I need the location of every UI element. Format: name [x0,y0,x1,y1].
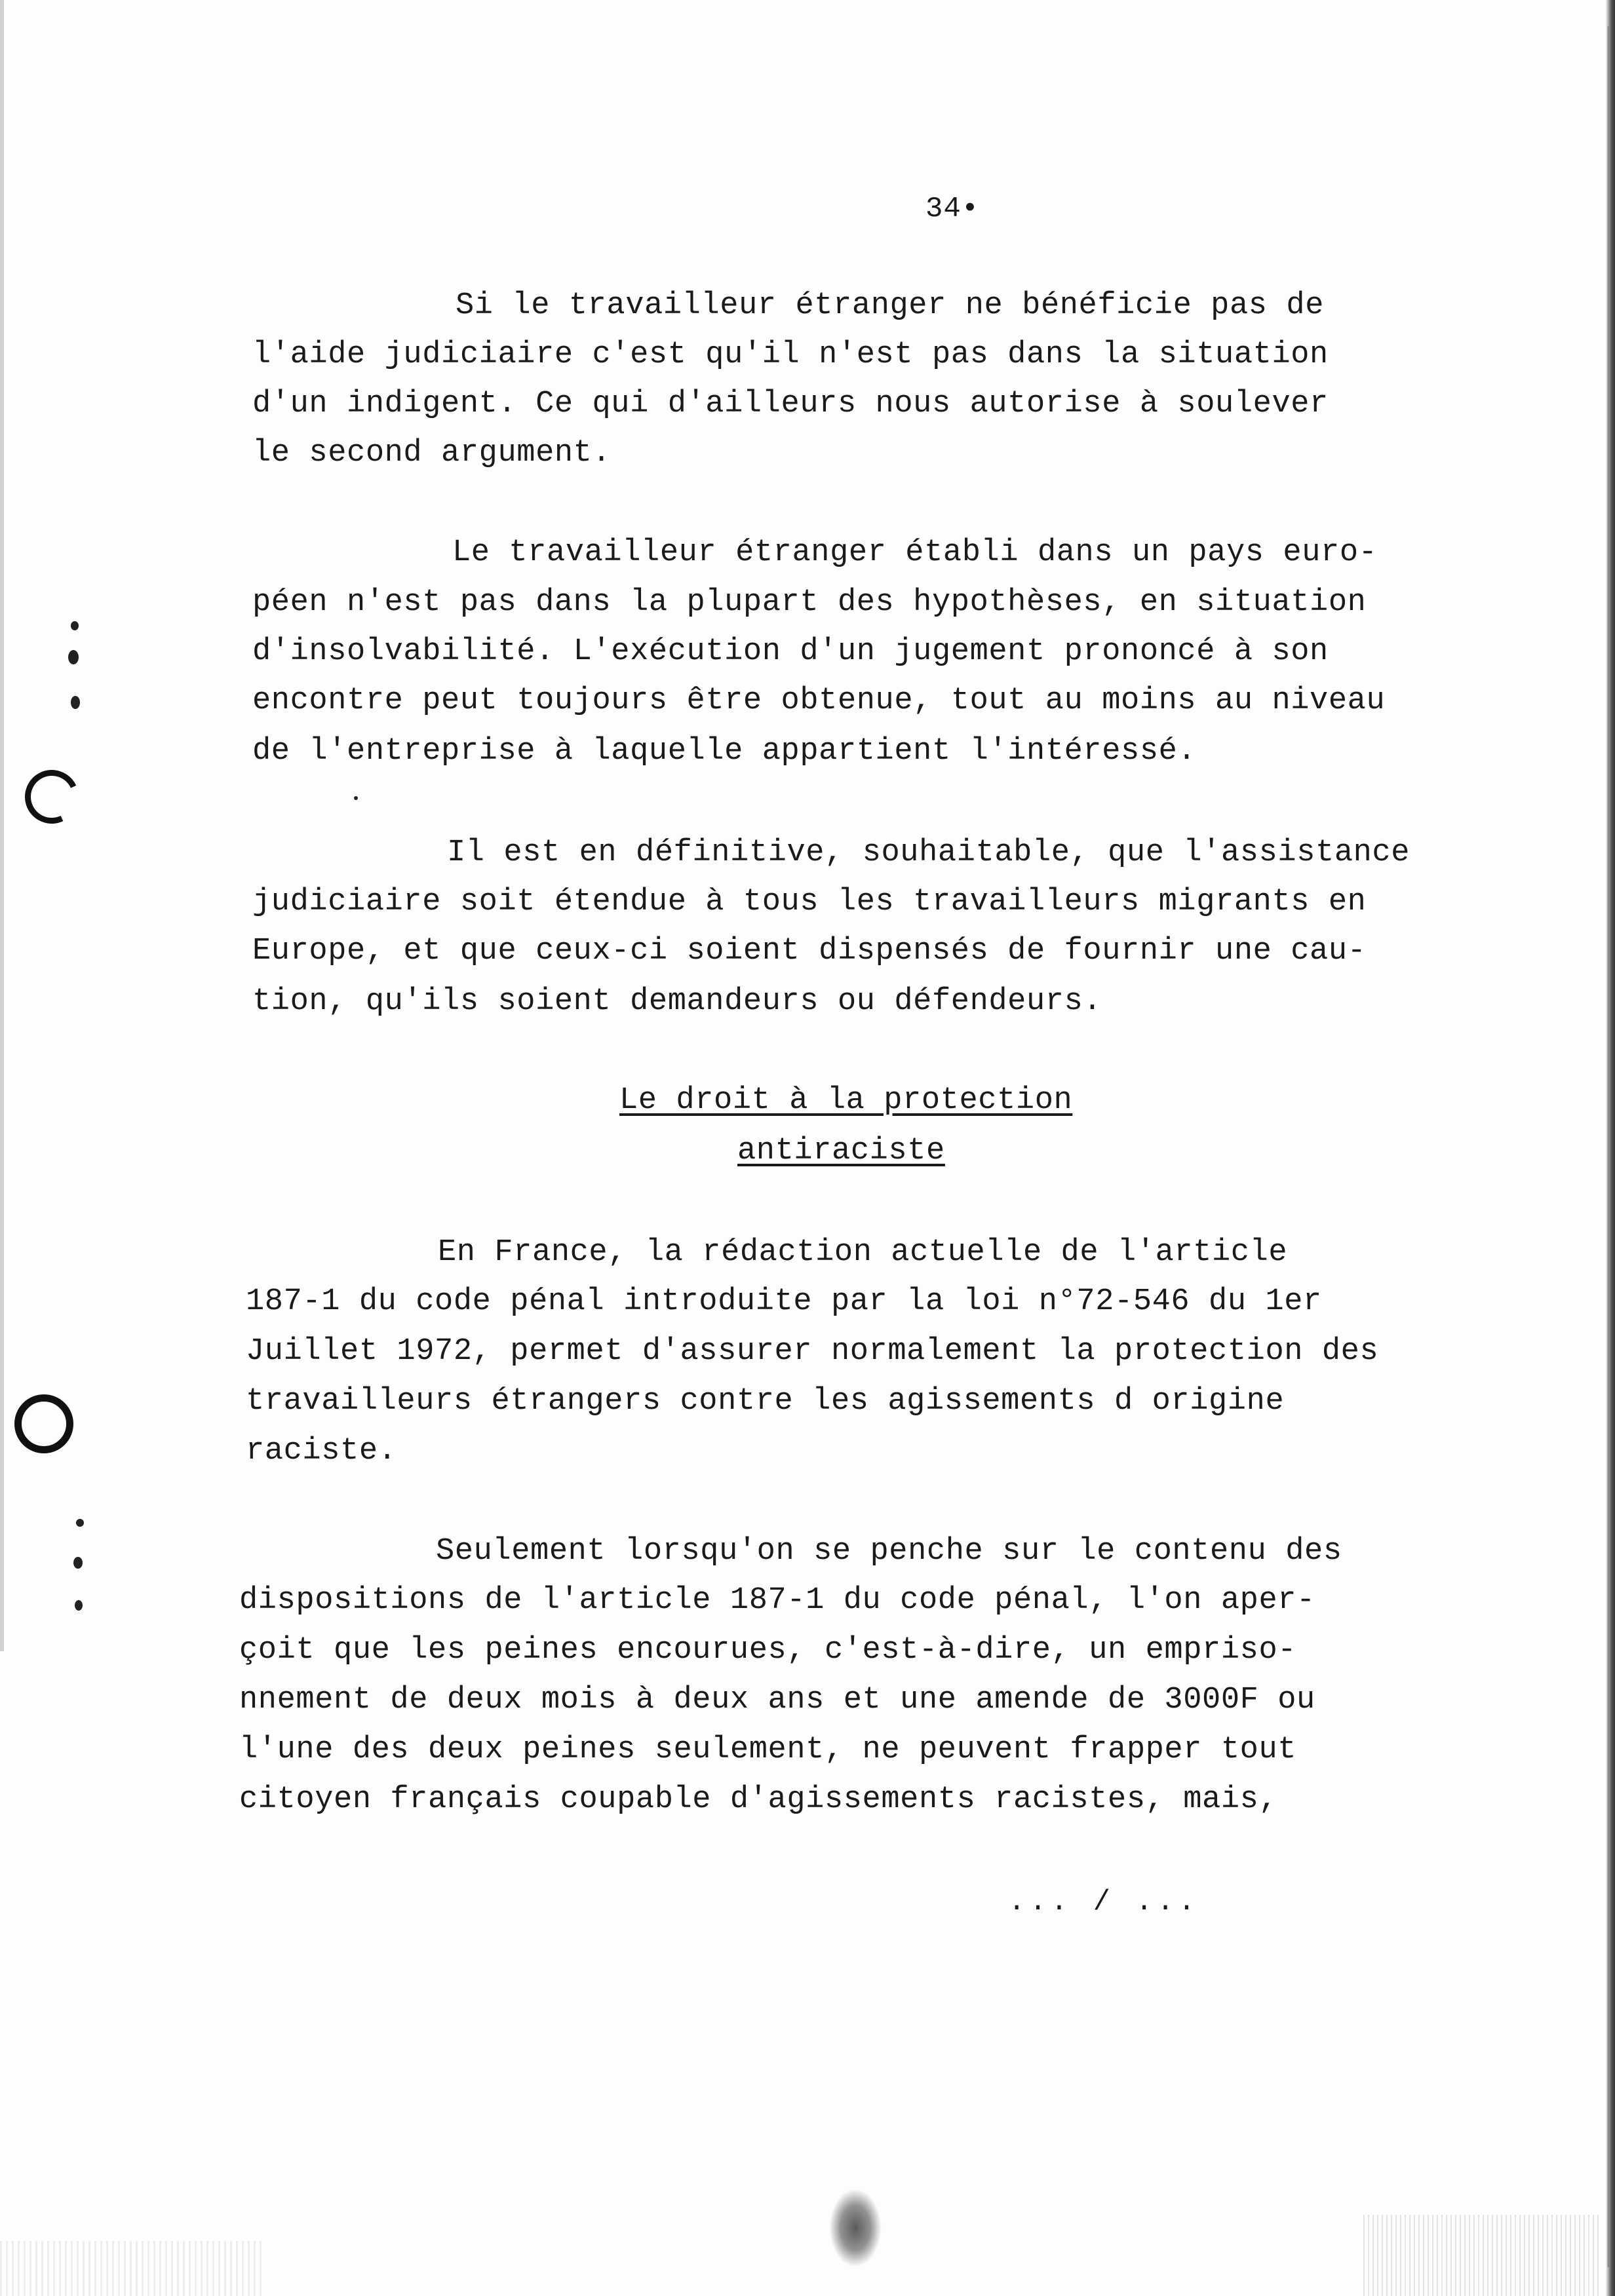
left-page-edge [0,0,4,1651]
continuation-mark: ... / ... [1008,1886,1199,1919]
paragraph-1-line-3: d'un indigent. Ce qui d'ailleurs nous autorise à soulever [252,387,1329,421]
paragraph-4-line-1: En France, la rédaction actuelle de l'article [438,1235,1288,1270]
paragraph-2-line-2: péen n'est pas dans la plupart des hypothèses, en situation [252,585,1367,620]
paragraph-5-line-1: Seulement lorsqu'on se penche sur le contenu des [436,1534,1342,1569]
right-page-shadow [1606,0,1615,2296]
paragraph-2-line-3: d'insolvabilité. L'exécution d'un jugement prononcé à son [252,634,1329,669]
paragraph-5-line-3: çoit que les peines encourues, c'est-à-dire, un empriso- [239,1633,1297,1668]
paragraph-2-line-4: encontre peut toujours être obtenue, tout au moins au niveau [252,683,1386,718]
paragraph-3-line-3: Europe, et que ceux-ci soient dispensés de fournir une cau- [252,934,1367,968]
paragraph-1-line-1: Si le travailleur étranger ne bénéficie pas de [456,288,1325,323]
paragraph-5-line-4: nnement de deux mois à deux ans et une amende de 3000F ou [239,1683,1315,1717]
punch-hole-top [17,762,86,831]
paragraph-5-line-2: dispositions de l'article 187-1 du code pénal, l'on aper- [239,1583,1315,1618]
scan-speck [68,650,79,664]
paragraph-3-line-4: tion, qu'ils soient demandeurs ou défendeurs. [252,984,1102,1019]
bottom-smudge [829,2189,882,2267]
paragraph-1-line-2: l'aide judiciaire c'est qu'il n'est pas dans la situation [252,337,1329,372]
paragraph-5-line-5: l'une des deux peines seulement, ne peuvent frapper tout [239,1732,1297,1767]
paragraph-3-line-2: judiciaire soit étendue à tous les travailleurs migrants en [252,885,1367,919]
paragraph-1-line-4: le second argument. [252,436,612,470]
paragraph-4-line-2: 187-1 du code pénal introduite par la loi n°72-546 du 1er [246,1284,1322,1319]
paragraph-2-line-5: de l'entreprise à laquelle appartient l'intéressé. [252,734,1197,769]
paragraph-4-line-4: travailleurs étrangers contre les agissements d origine [246,1384,1285,1419]
scan-speck [76,1519,84,1527]
scan-speck [75,1600,83,1611]
section-heading-line-2: antiraciste [737,1134,945,1168]
punch-hole-bottom [14,1394,73,1453]
scan-speck [73,1557,83,1569]
paragraph-2-line-1: Le travailleur étranger établi dans un pays euro- [452,535,1378,570]
paragraph-4-line-3: Juillet 1972, permet d'assurer normalement la protection des [246,1334,1379,1369]
scan-speck [354,796,358,800]
section-heading-line-1: Le droit à la protection [619,1083,1073,1118]
page-number: 34• [925,193,980,225]
scan-speck [71,621,79,630]
paragraph-3-line-1: Il est en définitive, souhaitable, que l'assistance [447,835,1411,870]
scan-noise-right [1363,2215,1599,2296]
paragraph-4-line-5: raciste. [246,1434,397,1468]
scan-speck [71,696,80,709]
scan-noise-left [0,2241,262,2296]
paragraph-5-line-6: citoyen français coupable d'agissements racistes, mais, [239,1782,1278,1817]
